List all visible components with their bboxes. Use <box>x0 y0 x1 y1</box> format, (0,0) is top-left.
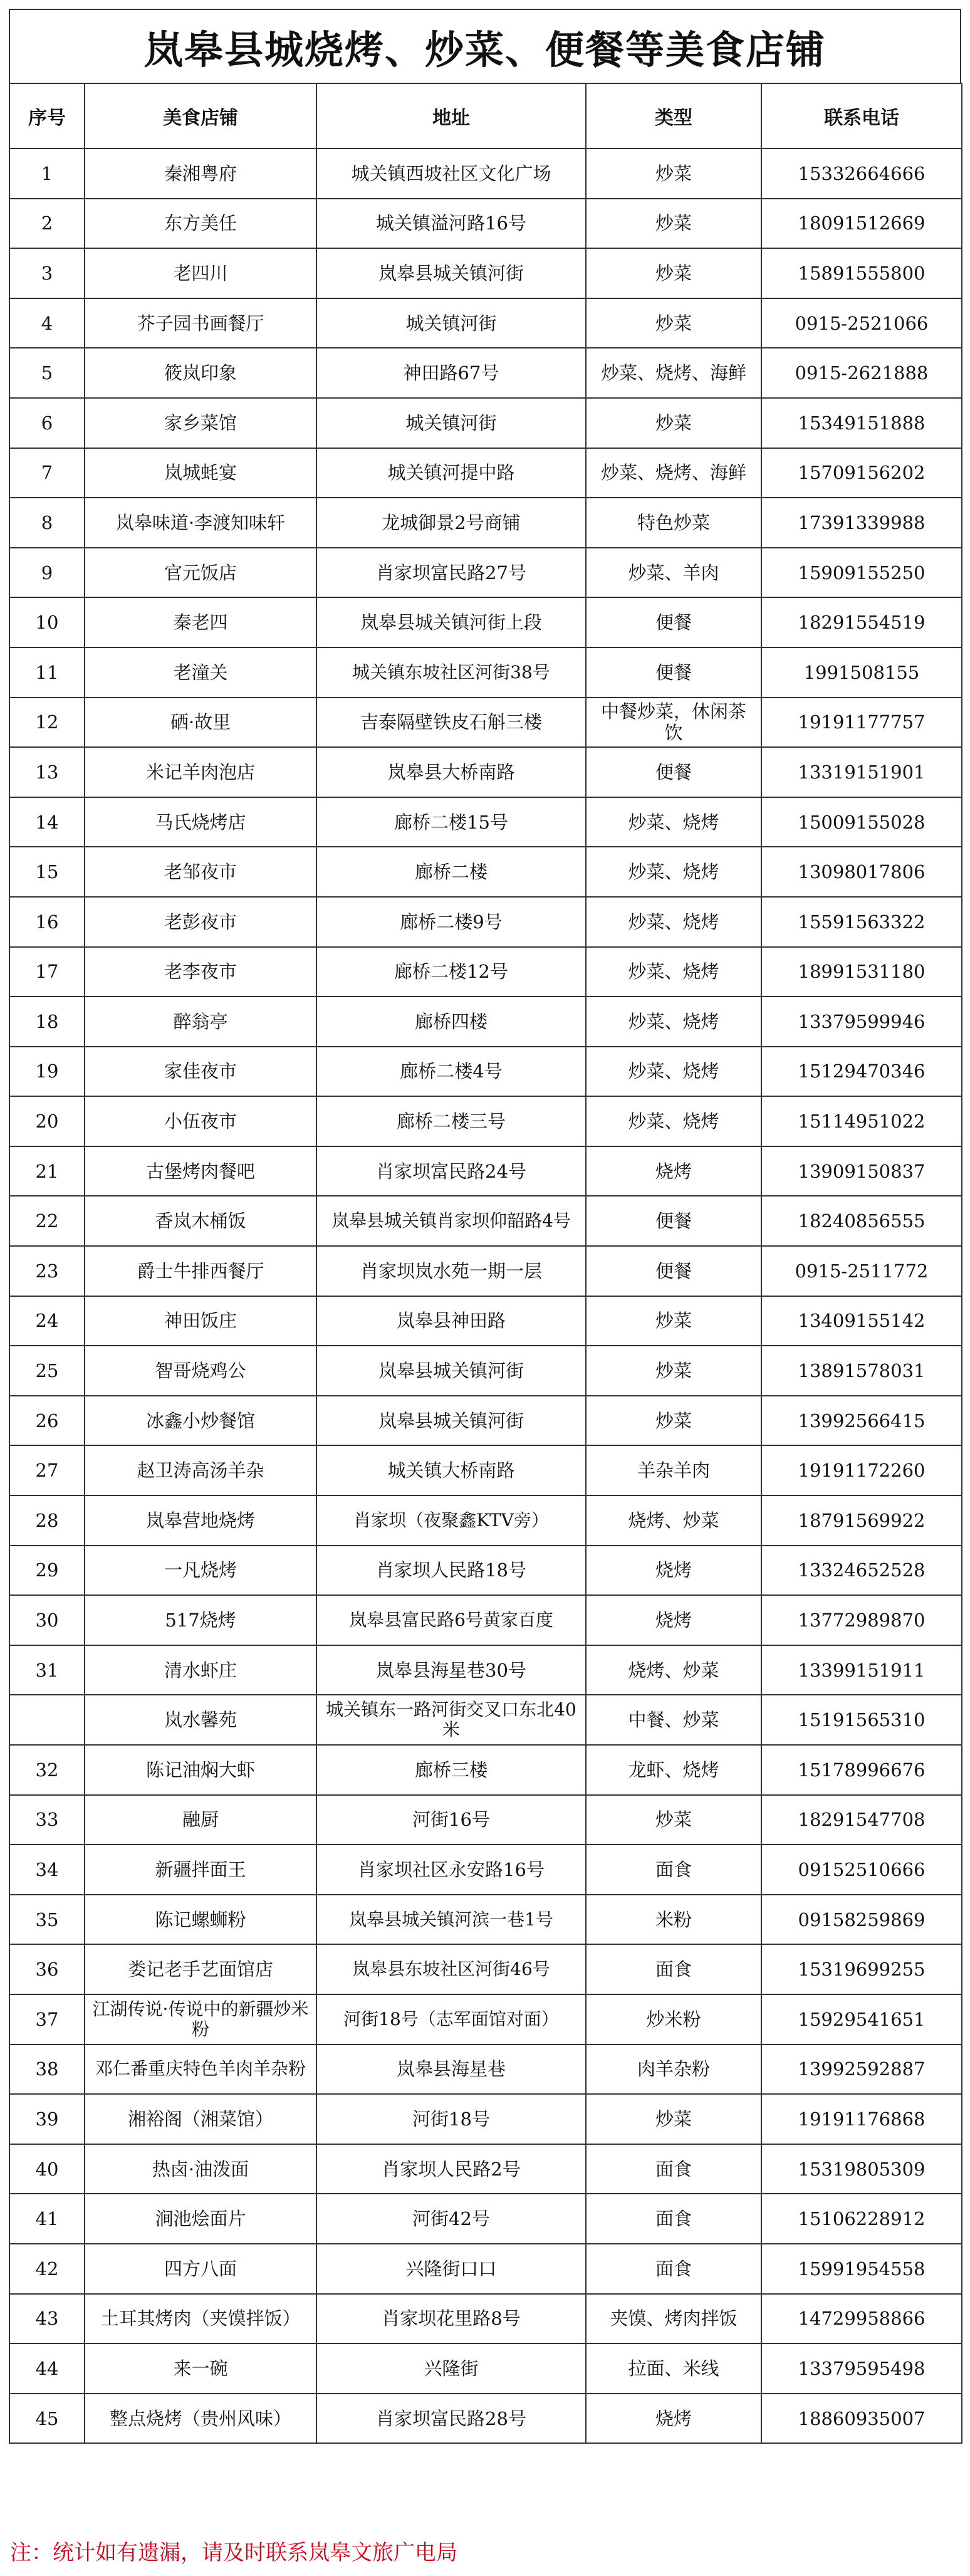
cell-shop: 一凡烧烤 <box>85 1546 316 1596</box>
header-index: 序号 <box>9 83 85 149</box>
cell-shop: 岚皋味道·李渡知味轩 <box>85 498 316 548</box>
cell-type: 便餐 <box>586 597 761 647</box>
cell-address: 城关镇河街 <box>316 398 586 448</box>
table-row <box>9 747 962 797</box>
cell-phone: 13098017806 <box>761 847 962 897</box>
cell-type: 炒菜 <box>586 1296 761 1346</box>
cell-shop: 岚水馨苑 <box>85 1695 316 1745</box>
cell-shop: 爵士牛排西餐厅 <box>85 1246 316 1296</box>
cell-address: 肖家坝富民路27号 <box>316 548 586 598</box>
table-row <box>9 847 962 897</box>
table-row <box>9 647 962 698</box>
restaurant-sheet <box>9 9 961 2444</box>
cell-address: 河街18号（志军面馆对面） <box>316 1994 586 2045</box>
table-row <box>9 548 962 598</box>
cell-shop: 清水虾庄 <box>85 1645 316 1695</box>
table-row <box>9 2394 962 2444</box>
table-row <box>9 248 962 298</box>
cell-shop: 江湖传说·传说中的新疆炒米粉 <box>85 1994 316 2045</box>
cell-type: 肉羊杂粉 <box>586 2045 761 2095</box>
cell-shop: 娄记老手艺面馆店 <box>85 1944 316 1994</box>
cell-phone: 18991531180 <box>761 947 962 997</box>
table-row <box>9 2194 962 2244</box>
table-row <box>9 1196 962 1246</box>
cell-shop: 秦湘粤府 <box>85 149 316 199</box>
cell-index: 19 <box>9 1047 85 1097</box>
cell-index: 13 <box>9 747 85 797</box>
table-row <box>9 1346 962 1396</box>
cell-index: 27 <box>9 1445 85 1495</box>
cell-type: 炒菜、烧烤 <box>586 897 761 947</box>
cell-shop: 家乡菜馆 <box>85 398 316 448</box>
table-row <box>9 698 962 748</box>
cell-shop: 秦老四 <box>85 597 316 647</box>
cell-index: 11 <box>9 647 85 698</box>
cell-phone: 1991508155 <box>761 647 962 698</box>
cell-index: 44 <box>9 2343 85 2394</box>
table-row <box>9 398 962 448</box>
table-row <box>9 1047 962 1097</box>
cell-address: 兴隆街口口 <box>316 2244 586 2294</box>
table-row <box>9 1895 962 1945</box>
cell-address: 岚皋县海星巷 <box>316 2045 586 2095</box>
cell-type: 炒菜 <box>586 149 761 199</box>
cell-phone: 13319151901 <box>761 747 962 797</box>
cell-type: 烧烤、炒菜 <box>586 1645 761 1695</box>
cell-index: 3 <box>9 248 85 298</box>
cell-phone: 15114951022 <box>761 1096 962 1146</box>
cell-address: 肖家坝花里路8号 <box>316 2294 586 2344</box>
table-body <box>9 149 962 2443</box>
cell-address: 肖家坝富民路24号 <box>316 1146 586 1196</box>
cell-type: 炒菜、烧烤、海鲜 <box>586 448 761 498</box>
cell-address: 岚皋县海星巷30号 <box>316 1645 586 1695</box>
cell-shop: 筱岚印象 <box>85 348 316 398</box>
cell-phone: 15909155250 <box>761 548 962 598</box>
cell-address: 廊桥四楼 <box>316 997 586 1047</box>
cell-type: 拉面、米线 <box>586 2343 761 2394</box>
cell-phone: 15891555800 <box>761 248 962 298</box>
cell-shop: 整点烧烤（贵州风味） <box>85 2394 316 2444</box>
cell-type: 炒菜、烧烤 <box>586 997 761 1047</box>
cell-type: 炒菜 <box>586 2094 761 2144</box>
cell-phone: 18091512669 <box>761 199 962 249</box>
cell-address: 城关镇溢河路16号 <box>316 199 586 249</box>
cell-type: 特色炒菜 <box>586 498 761 548</box>
cell-address: 岚皋县东坡社区河街46号 <box>316 1944 586 1994</box>
cell-index: 28 <box>9 1495 85 1546</box>
table-row <box>9 1695 962 1745</box>
cell-phone: 18240856555 <box>761 1196 962 1246</box>
cell-phone: 13399151911 <box>761 1645 962 1695</box>
table-row <box>9 2294 962 2344</box>
table-row <box>9 2144 962 2194</box>
cell-shop: 马氏烧烤店 <box>85 797 316 847</box>
cell-type: 炒菜 <box>586 298 761 348</box>
cell-type: 炒菜 <box>586 1396 761 1446</box>
cell-address: 肖家坝岚水苑一期一层 <box>316 1246 586 1296</box>
cell-phone: 15009155028 <box>761 797 962 847</box>
cell-address: 岚皋县神田路 <box>316 1296 586 1346</box>
cell-index: 5 <box>9 348 85 398</box>
cell-index: 38 <box>9 2045 85 2095</box>
cell-index: 26 <box>9 1396 85 1446</box>
cell-index: 4 <box>9 298 85 348</box>
cell-type: 中餐炒菜，休闲茶饮 <box>586 698 761 748</box>
cell-shop: 硒·故里 <box>85 698 316 748</box>
cell-shop: 赵卫涛高汤羊杂 <box>85 1445 316 1495</box>
cell-address: 城关镇大桥南路 <box>316 1445 586 1495</box>
cell-phone: 13891578031 <box>761 1346 962 1396</box>
cell-shop: 四方八面 <box>85 2244 316 2294</box>
cell-shop: 家佳夜市 <box>85 1047 316 1097</box>
cell-shop: 小伍夜市 <box>85 1096 316 1146</box>
table-row <box>9 1096 962 1146</box>
table-header <box>9 83 962 149</box>
cell-shop: 老彭夜市 <box>85 897 316 947</box>
cell-shop: 老潼关 <box>85 647 316 698</box>
cell-type: 面食 <box>586 2144 761 2194</box>
cell-type: 便餐 <box>586 1246 761 1296</box>
table-row <box>9 1246 962 1296</box>
cell-index: 42 <box>9 2244 85 2294</box>
cell-type: 炒菜 <box>586 199 761 249</box>
cell-address: 肖家坝社区永安路16号 <box>316 1845 586 1895</box>
table-row <box>9 1296 962 1346</box>
cell-index: 39 <box>9 2094 85 2144</box>
cell-address: 城关镇河提中路 <box>316 448 586 498</box>
cell-index: 10 <box>9 597 85 647</box>
cell-phone: 15991954558 <box>761 2244 962 2294</box>
cell-type: 夹馍、烤肉拌饭 <box>586 2294 761 2344</box>
cell-address: 吉泰隔壁铁皮石斛三楼 <box>316 698 586 748</box>
table-row <box>9 1595 962 1645</box>
cell-address: 廊桥二楼15号 <box>316 797 586 847</box>
cell-index: 36 <box>9 1944 85 1994</box>
cell-address: 河街18号 <box>316 2094 586 2144</box>
cell-index: 29 <box>9 1546 85 1596</box>
cell-address: 肖家坝人民路18号 <box>316 1546 586 1596</box>
cell-shop: 517烧烤 <box>85 1595 316 1645</box>
cell-type: 炒菜 <box>586 248 761 298</box>
cell-phone: 19191172260 <box>761 1445 962 1495</box>
cell-phone: 19191176868 <box>761 2094 962 2144</box>
cell-address: 廊桥二楼 <box>316 847 586 897</box>
cell-type: 面食 <box>586 2244 761 2294</box>
cell-type: 炒菜 <box>586 398 761 448</box>
cell-phone: 13909150837 <box>761 1146 962 1196</box>
cell-index: 30 <box>9 1595 85 1645</box>
cell-type: 烧烤、炒菜 <box>586 1495 761 1546</box>
table-row <box>9 2094 962 2144</box>
page-title: 岚皋县城烧烤、炒菜、便餐等美食店铺 <box>9 9 961 83</box>
cell-shop: 香岚木桶饭 <box>85 1196 316 1246</box>
cell-phone: 13324652528 <box>761 1546 962 1596</box>
cell-shop: 醉翁亭 <box>85 997 316 1047</box>
table-row <box>9 498 962 548</box>
header-shop: 美食店铺 <box>85 83 316 149</box>
cell-shop: 老四川 <box>85 248 316 298</box>
cell-type: 面食 <box>586 1845 761 1895</box>
cell-phone: 18291554519 <box>761 597 962 647</box>
cell-type: 炒菜、烧烤 <box>586 1047 761 1097</box>
cell-type: 烧烤 <box>586 1595 761 1645</box>
table-row <box>9 1795 962 1845</box>
cell-index: 32 <box>9 1745 85 1795</box>
cell-index: 7 <box>9 448 85 498</box>
cell-shop: 智哥烧鸡公 <box>85 1346 316 1396</box>
cell-index: 12 <box>9 698 85 748</box>
table-row <box>9 1994 962 2045</box>
cell-phone: 14729958866 <box>761 2294 962 2344</box>
cell-type: 便餐 <box>586 647 761 698</box>
table-row <box>9 1645 962 1695</box>
cell-address: 廊桥二楼9号 <box>316 897 586 947</box>
cell-shop: 米记羊肉泡店 <box>85 747 316 797</box>
cell-phone: 18291547708 <box>761 1795 962 1845</box>
table-row <box>9 597 962 647</box>
cell-type: 烧烤 <box>586 1546 761 1596</box>
cell-phone: 17391339988 <box>761 498 962 548</box>
table-row <box>9 2343 962 2394</box>
cell-phone: 15106228912 <box>761 2194 962 2244</box>
cell-type: 面食 <box>586 1944 761 1994</box>
cell-type: 炒米粉 <box>586 1994 761 2045</box>
cell-address: 廊桥三楼 <box>316 1745 586 1795</box>
cell-phone: 15349151888 <box>761 398 962 448</box>
cell-type: 炒菜、羊肉 <box>586 548 761 598</box>
table-row <box>9 448 962 498</box>
cell-type: 炒菜、烧烤、海鲜 <box>586 348 761 398</box>
cell-type: 烧烤 <box>586 1146 761 1196</box>
cell-phone: 15332664666 <box>761 149 962 199</box>
cell-phone: 15178996676 <box>761 1745 962 1795</box>
cell-index: 1 <box>9 149 85 199</box>
cell-type: 炒菜、烧烤 <box>586 797 761 847</box>
cell-index: 22 <box>9 1196 85 1246</box>
table-row <box>9 149 962 199</box>
table-row <box>9 997 962 1047</box>
table-row <box>9 2045 962 2095</box>
cell-shop: 邓仁番重庆特色羊肉羊杂粉 <box>85 2045 316 2095</box>
cell-address: 城关镇东一路河街交叉口东北40米 <box>316 1695 586 1745</box>
table-row <box>9 1396 962 1446</box>
cell-index: 25 <box>9 1346 85 1396</box>
cell-shop: 老李夜市 <box>85 947 316 997</box>
cell-index: 15 <box>9 847 85 897</box>
cell-address: 廊桥二楼4号 <box>316 1047 586 1097</box>
cell-address: 岚皋县城关镇肖家坝仰韶路4号 <box>316 1196 586 1246</box>
cell-shop: 热卤·油泼面 <box>85 2144 316 2194</box>
cell-phone: 0915-2521066 <box>761 298 962 348</box>
cell-phone: 13379595498 <box>761 2343 962 2394</box>
cell-address: 龙城御景2号商铺 <box>316 498 586 548</box>
cell-address: 肖家坝人民路2号 <box>316 2144 586 2194</box>
table-row <box>9 1146 962 1196</box>
cell-type: 炒菜、烧烤 <box>586 1096 761 1146</box>
cell-index: 43 <box>9 2294 85 2344</box>
cell-index: 24 <box>9 1296 85 1346</box>
cell-phone: 15191565310 <box>761 1695 962 1745</box>
cell-phone: 15929541651 <box>761 1994 962 2045</box>
cell-address: 岚皋县城关镇河街上段 <box>316 597 586 647</box>
cell-phone: 13772989870 <box>761 1595 962 1645</box>
cell-shop: 涧池烩面片 <box>85 2194 316 2244</box>
cell-index: 8 <box>9 498 85 548</box>
table-row <box>9 1495 962 1546</box>
cell-index: 18 <box>9 997 85 1047</box>
cell-shop: 湘裕阁（湘菜馆） <box>85 2094 316 2144</box>
cell-index: 34 <box>9 1845 85 1895</box>
cell-type: 中餐、炒菜 <box>586 1695 761 1745</box>
cell-phone: 09158259869 <box>761 1895 962 1945</box>
cell-phone: 15129470346 <box>761 1047 962 1097</box>
cell-shop: 神田饭庄 <box>85 1296 316 1346</box>
table-row <box>9 1845 962 1895</box>
cell-phone: 15319699255 <box>761 1944 962 1994</box>
table-row <box>9 1944 962 1994</box>
cell-type: 炒菜、烧烤 <box>586 947 761 997</box>
cell-index: 14 <box>9 797 85 847</box>
cell-shop: 陈记螺蛳粉 <box>85 1895 316 1945</box>
cell-address: 神田路67号 <box>316 348 586 398</box>
cell-shop: 老邹夜市 <box>85 847 316 897</box>
cell-address: 岚皋县城关镇河滨一巷1号 <box>316 1895 586 1945</box>
cell-shop: 芥子园书画餐厅 <box>85 298 316 348</box>
cell-index: 16 <box>9 897 85 947</box>
cell-address: 河街16号 <box>316 1795 586 1845</box>
table-row <box>9 797 962 847</box>
table-row <box>9 947 962 997</box>
cell-index: 37 <box>9 1994 85 2045</box>
table-row <box>9 1745 962 1795</box>
cell-index: 2 <box>9 199 85 249</box>
cell-index: 6 <box>9 398 85 448</box>
cell-address: 岚皋县城关镇河街 <box>316 1396 586 1446</box>
cell-index: 33 <box>9 1795 85 1845</box>
cell-index <box>9 1695 85 1745</box>
cell-phone: 13379599946 <box>761 997 962 1047</box>
cell-phone: 13409155142 <box>761 1296 962 1346</box>
cell-shop: 新疆拌面王 <box>85 1845 316 1895</box>
cell-address: 城关镇东坡社区河街38号 <box>316 647 586 698</box>
table-row <box>9 1546 962 1596</box>
cell-phone: 09152510666 <box>761 1845 962 1895</box>
cell-index: 20 <box>9 1096 85 1146</box>
table-row <box>9 199 962 249</box>
header-phone: 联系电话 <box>761 83 962 149</box>
cell-type: 羊杂羊肉 <box>586 1445 761 1495</box>
cell-type: 炒菜、烧烤 <box>586 847 761 897</box>
cell-type: 龙虾、烧烤 <box>586 1745 761 1795</box>
header-row <box>9 83 962 149</box>
footnote: 注：统计如有遗漏，请及时联系岚皋文旅广电局 <box>10 2540 457 2565</box>
cell-type: 烧烤 <box>586 2394 761 2444</box>
cell-index: 31 <box>9 1645 85 1695</box>
table-row <box>9 348 962 398</box>
cell-address: 廊桥二楼12号 <box>316 947 586 997</box>
cell-address: 廊桥二楼三号 <box>316 1096 586 1146</box>
cell-type: 便餐 <box>586 1196 761 1246</box>
table-row <box>9 2244 962 2294</box>
cell-shop: 官元饭店 <box>85 548 316 598</box>
cell-index: 40 <box>9 2144 85 2194</box>
header-address: 地址 <box>316 83 586 149</box>
cell-shop: 古堡烤肉餐吧 <box>85 1146 316 1196</box>
cell-phone: 13992566415 <box>761 1396 962 1446</box>
cell-address: 河街42号 <box>316 2194 586 2244</box>
cell-index: 9 <box>9 548 85 598</box>
cell-phone: 0915-2511772 <box>761 1246 962 1296</box>
cell-index: 45 <box>9 2394 85 2444</box>
cell-address: 城关镇西坡社区文化广场 <box>316 149 586 199</box>
cell-shop: 岚皋营地烧烤 <box>85 1495 316 1546</box>
cell-phone: 15319805309 <box>761 2144 962 2194</box>
cell-address: 岚皋县大桥南路 <box>316 747 586 797</box>
restaurant-table <box>9 83 962 2444</box>
cell-phone: 18860935007 <box>761 2394 962 2444</box>
cell-shop: 冰鑫小炒餐馆 <box>85 1396 316 1446</box>
table-row <box>9 897 962 947</box>
cell-phone: 13992592887 <box>761 2045 962 2095</box>
cell-shop: 东方美任 <box>85 199 316 249</box>
header-type: 类型 <box>586 83 761 149</box>
cell-address: 肖家坝富民路28号 <box>316 2394 586 2444</box>
cell-shop: 土耳其烤肉（夹馍拌饭） <box>85 2294 316 2344</box>
cell-index: 17 <box>9 947 85 997</box>
cell-address: 岚皋县城关镇河街 <box>316 1346 586 1396</box>
cell-phone: 15591563322 <box>761 897 962 947</box>
cell-shop: 融厨 <box>85 1795 316 1845</box>
cell-type: 炒菜 <box>586 1346 761 1396</box>
cell-address: 城关镇河街 <box>316 298 586 348</box>
cell-shop: 岚城蚝宴 <box>85 448 316 498</box>
cell-address: 岚皋县富民路6号黄家百度 <box>316 1595 586 1645</box>
cell-type: 便餐 <box>586 747 761 797</box>
cell-address: 兴隆街 <box>316 2343 586 2394</box>
cell-address: 岚皋县城关镇河街 <box>316 248 586 298</box>
cell-phone: 18791569922 <box>761 1495 962 1546</box>
cell-phone: 0915-2621888 <box>761 348 962 398</box>
cell-phone: 19191177757 <box>761 698 962 748</box>
cell-phone: 15709156202 <box>761 448 962 498</box>
cell-type: 炒菜 <box>586 1795 761 1845</box>
cell-shop: 陈记油焖大虾 <box>85 1745 316 1795</box>
table-row <box>9 1445 962 1495</box>
cell-type: 米粉 <box>586 1895 761 1945</box>
cell-type: 面食 <box>586 2194 761 2244</box>
table-row <box>9 298 962 348</box>
cell-index: 23 <box>9 1246 85 1296</box>
cell-index: 41 <box>9 2194 85 2244</box>
cell-shop: 来一碗 <box>85 2343 316 2394</box>
cell-address: 肖家坝（夜聚鑫KTV旁） <box>316 1495 586 1546</box>
cell-index: 21 <box>9 1146 85 1196</box>
cell-index: 35 <box>9 1895 85 1945</box>
